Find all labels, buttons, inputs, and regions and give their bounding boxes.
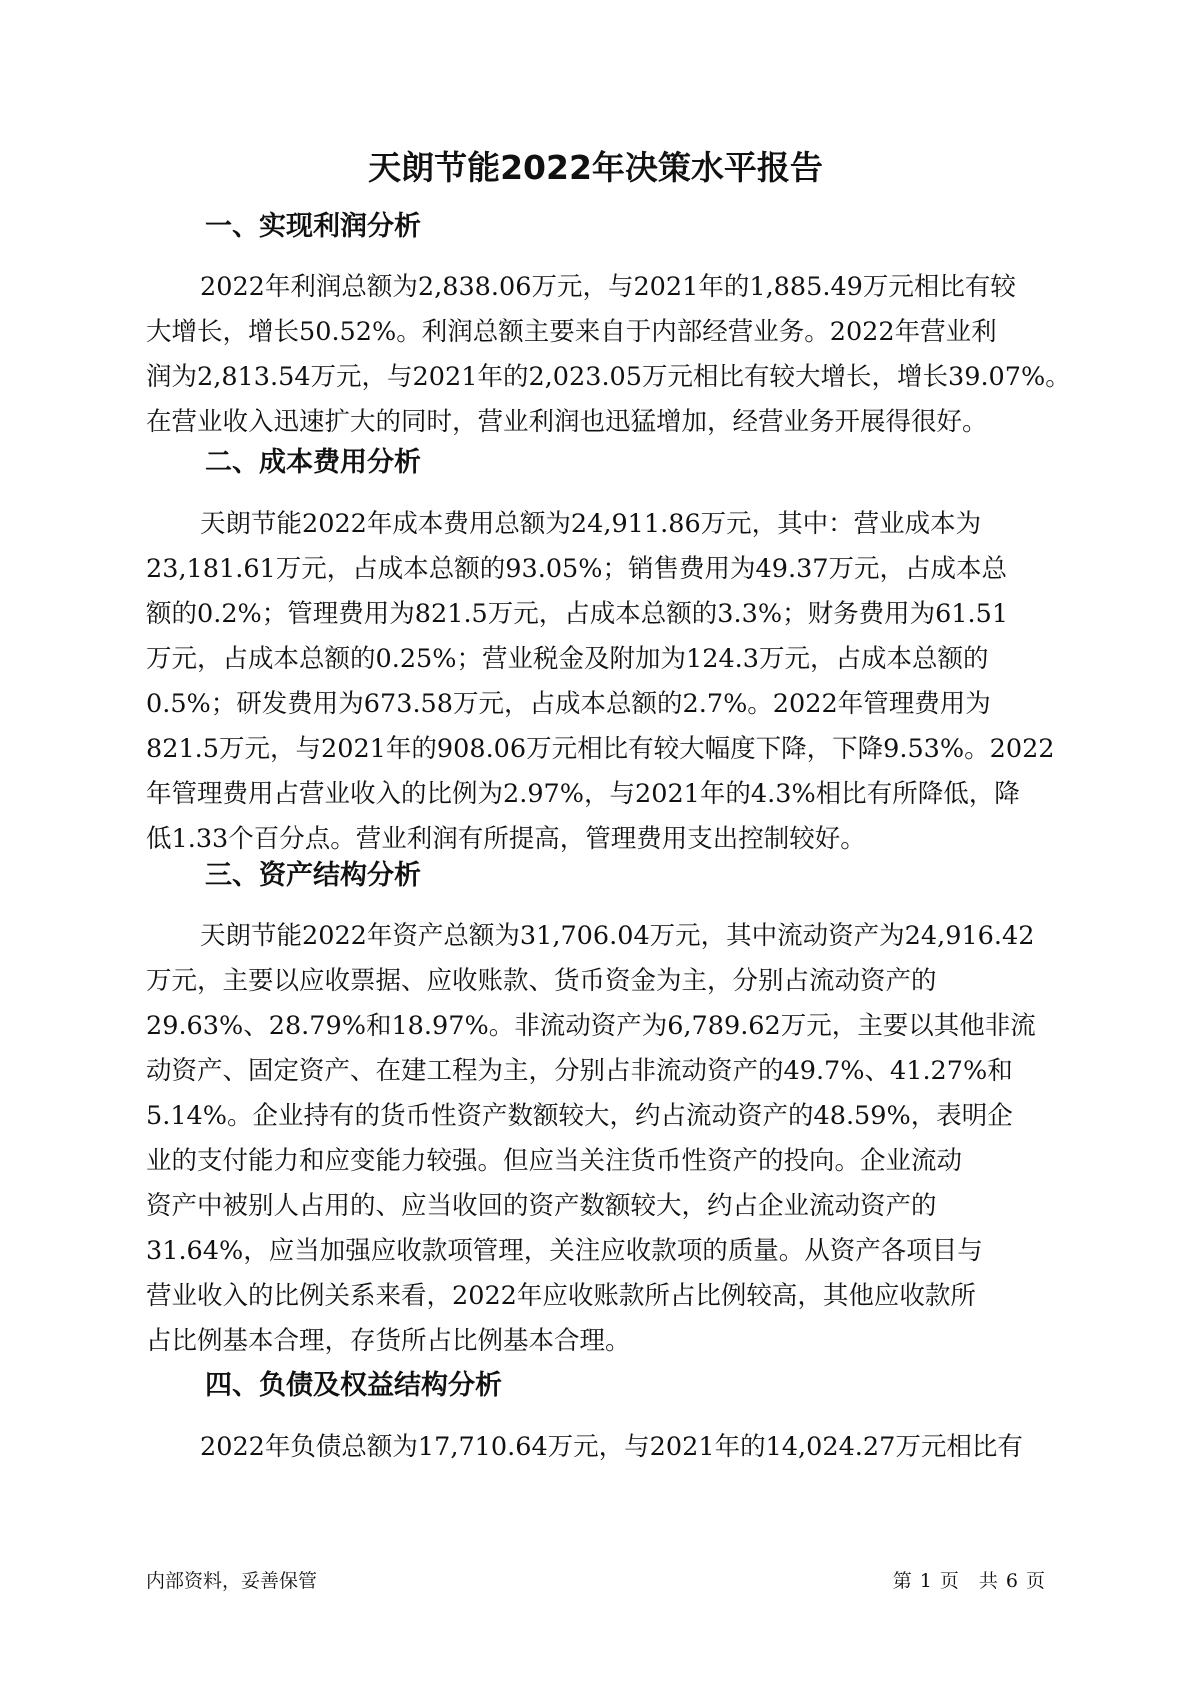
text-line: 31.64%，应当加强应收款项管理，关注应收款项的质量。从资产各项目与 xyxy=(146,1236,983,1266)
document-title: 天朗节能2022年决策水平报告 xyxy=(368,148,823,187)
text-line: 0.5%；研发费用为673.58万元，占成本总额的2.7%。2022年管理费用为 xyxy=(146,689,991,719)
text-line: 天朗节能2022年资产总额为31,706.04万元，其中流动资产为24,916.42 xyxy=(200,921,1035,951)
text-line: 29.63%、28.79%和18.97%。非流动资产为6,789.62万元，主要以其他非流 xyxy=(146,1011,1036,1041)
text-line: 占比例基本合理，存货所占比例基本合理。 xyxy=(146,1326,631,1356)
text-line: 资产中被别人占用的、应当收回的资产数额较大，约占企业流动资产的 xyxy=(146,1191,937,1221)
text-line: 5.14%。企业持有的货币性资产数额较大，约占流动资产的48.59%，表明企 xyxy=(146,1101,1013,1131)
page-prefix: 第 xyxy=(892,1570,912,1592)
text-line: 2022年利润总额为2,838.06万元，与2021年的1,885.49万元相比有较 xyxy=(200,272,1016,302)
text-line: 天朗节能2022年成本费用总额为24,911.86万元，其中：营业成本为 xyxy=(200,509,982,539)
text-line: 低1.33个百分点。营业利润有所提高，管理费用支出控制较好。 xyxy=(146,824,866,854)
text-line: 营业收入的比例关系来看，2022年应收账款所占比例较高，其他应收款所 xyxy=(146,1281,976,1311)
total-suffix: 页 xyxy=(1025,1570,1045,1592)
text-line: 年管理费用占营业收入的比例为2.97%，与2021年的4.3%相比有所降低，降 xyxy=(146,779,1020,809)
section-heading-liabilities: 四、负债及权益结构分析 xyxy=(205,1370,502,1401)
page-current: 1 xyxy=(919,1570,932,1592)
text-line: 额的0.2%；管理费用为821.5万元，占成本总额的3.3%；财务费用为61.51 xyxy=(146,599,1009,629)
text-line: 大增长，增长50.52%。利润总额主要来自于内部经营业务。2022年营业利 xyxy=(146,317,997,347)
section-body-assets xyxy=(146,914,1046,1364)
section-body-profit xyxy=(146,265,1071,445)
text-line: 821.5万元，与2021年的908.06万元相比有较大幅度下降，下降9.53%。2022 xyxy=(146,734,1055,764)
total-prefix: 共 xyxy=(978,1570,998,1592)
text-line: 在营业收入迅速扩大的同时，营业利润也迅猛增加，经营业务开展得很好。 xyxy=(146,407,988,437)
section-heading-assets: 三、资产结构分析 xyxy=(205,860,421,891)
text-line: 万元，主要以应收票据、应收账款、货币资金为主，分别占流动资产的 xyxy=(146,966,937,996)
confidentiality-note: 内部资料，妥善保管 xyxy=(146,1570,318,1592)
page-indicator xyxy=(893,1568,1045,1594)
text-line: 动资产、固定资产、在建工程为主，分别占非流动资产的49.7%、41.27%和 xyxy=(146,1056,1013,1086)
text-line: 23,181.61万元，占成本总额的93.05%；销售费用为49.37万元，占成本总 xyxy=(146,554,1008,584)
section-body-cost xyxy=(146,502,1055,862)
section-heading-profit: 一、实现利润分析 xyxy=(205,211,421,242)
text-line: 润为2,813.54万元，与2021年的2,023.05万元相比有较大增长，增长39.07%。 xyxy=(146,362,1071,392)
text-line: 业的支付能力和应变能力较强。但应当关注货币性资产的投向。企业流动 xyxy=(146,1146,963,1176)
text-line: 万元，占成本总额的0.25%；营业税金及附加为124.3万元，占成本总额的 xyxy=(146,644,989,674)
page-suffix: 页 xyxy=(939,1570,959,1592)
text-line: 2022年负债总额为17,710.64万元，与2021年的14,024.27万元相比有 xyxy=(200,1432,1023,1462)
section-heading-cost: 二、成本费用分析 xyxy=(205,447,421,478)
page-total: 6 xyxy=(1005,1570,1018,1592)
section-body-liabilities xyxy=(146,1425,1046,1470)
